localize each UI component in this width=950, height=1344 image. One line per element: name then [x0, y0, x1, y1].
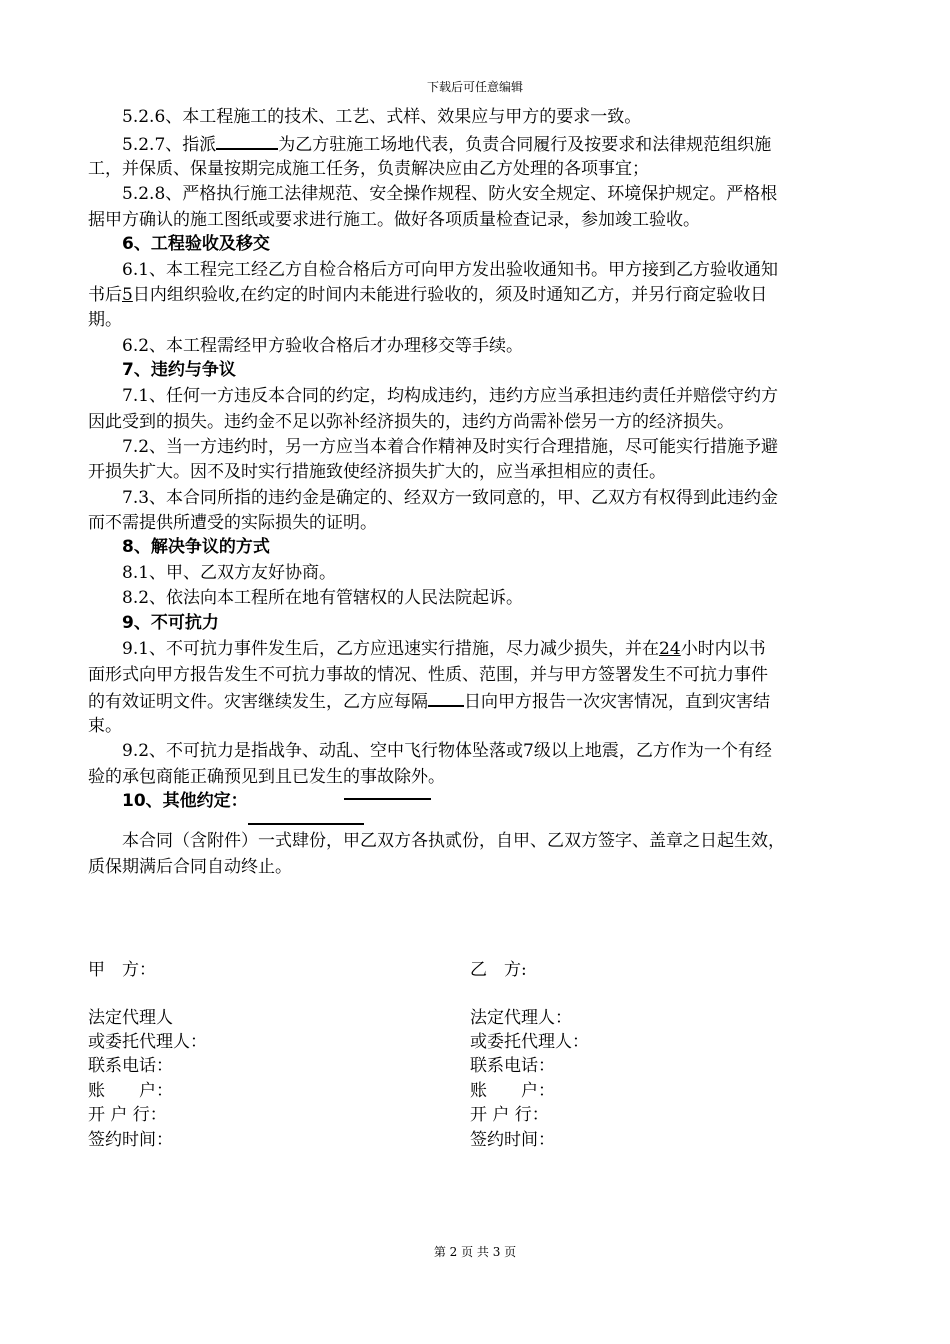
- party-b-phone: 联系电话：: [470, 1056, 555, 1076]
- acceptance-days-value: 5: [122, 285, 133, 305]
- party-a-legal-representative: 法定代理人: [88, 1008, 173, 1028]
- party-a-authorized-agent: 或委托代理人：: [88, 1032, 207, 1052]
- clause-6-2: 6.2、本工程需经甲方验收合格后才办理移交等手续。: [122, 336, 524, 356]
- party-a-bank: 开 户 行：: [88, 1105, 167, 1125]
- party-a-label: 甲 方：: [88, 960, 156, 980]
- closing-clause: 本合同（含附件）一式肆份，甲乙双方各执贰份，自甲、乙双方签字、盖章之日起生效，: [122, 831, 785, 851]
- clause-5-2-7-cont: 工，并保质、保量按期完成施工任务，负责解决应由乙方处理的各项事宜；: [88, 159, 649, 179]
- party-a-sign-date: 签约时间：: [88, 1130, 173, 1150]
- party-b-bank: 开 户 行：: [470, 1105, 549, 1125]
- page-footer: 第 2 页 共 3 页: [433, 1245, 517, 1259]
- section-heading-6: 6、工程验收及移交: [122, 234, 270, 254]
- clause-7-2: 7.2、当一方违约时，另一方应当本着合作精神及时实行合理措施，尽可能实行措施予避: [122, 437, 779, 457]
- party-b-label: 乙 方:: [470, 960, 527, 980]
- clause-text: 日向甲方报告一次灾害情况，直到灾害结: [464, 692, 770, 712]
- clause-7-3-cont: 而不需提供所遭受的实际损失的证明。: [88, 513, 377, 533]
- other-terms-blank: [344, 798, 431, 800]
- clause-9-2-cont: 验的承包商能正确预见到且已发生的事故除外。: [88, 767, 445, 787]
- report-hours-value: 24: [659, 639, 681, 659]
- clause-7-2-cont: 开损失扩大。因不及时实行措施致使经济损失扩大的，应当承担相应的责任。: [88, 462, 666, 482]
- clause-7-1: 7.1、任何一方违反本合同的约定，均构成违约，违约方应当承担违约责任并赔偿守约方: [122, 386, 779, 406]
- closing-clause-cont: 质保期满后合同自动终止。: [88, 857, 292, 877]
- party-a-phone: 联系电话：: [88, 1056, 173, 1076]
- clause-text: 5.2.7、指派: [122, 135, 217, 155]
- clause-6-1-cont: [88, 283, 868, 308]
- clause-text: 9.1、不可抗力事件发生后，乙方应迅速实行措施，尽力减少损失，并在: [122, 639, 660, 659]
- clause-7-3: 7.3、本合同所指的违约金是确定的、经双方一致同意的，甲、乙双方有权得到此违约金: [122, 488, 779, 508]
- clause-text: 书后: [88, 285, 122, 305]
- section-heading-10: 10、其他约定：: [122, 791, 248, 811]
- clause-9-1: [122, 637, 868, 662]
- section-heading-8: 8、解决争议的方式: [122, 537, 270, 557]
- clause-text: 日内组织验收,在约定的时间内未能进行验收的，须及时通知乙方，并另行商定验收日: [132, 285, 768, 305]
- clause-9-1-cont: 面形式向甲方报告发生不可抗力事故的情况、性质、范围，并与甲方签署发生不可抗力事件: [88, 665, 768, 685]
- party-a-account: 账 户：: [88, 1081, 173, 1101]
- clause-5-2-8: 5.2.8、严格执行施工法律规范、安全操作规程、防火安全规定、环境保护规定。严格根: [122, 184, 778, 204]
- clause-9-1-cont2: [88, 688, 868, 715]
- section-heading-7: 7、违约与争议: [122, 360, 236, 380]
- party-b-account: 账 户：: [470, 1081, 555, 1101]
- clause-7-1-cont: 因此受到的损失。违约金不足以弥补经济损失的，违约方尚需补偿另一方的经济损失。: [88, 412, 734, 432]
- clause-9-1-end: 束。: [88, 716, 122, 736]
- clause-text: 为乙方驻施工场地代表，负责合同履行及按要求和法律规范组织施: [278, 135, 772, 155]
- clause-6-1-end: 期。: [88, 310, 122, 330]
- clause-8-2: 8.2、依法向本工程所在地有管辖权的人民法院起诉。: [122, 588, 524, 608]
- clause-9-2: 9.2、不可抗力是指战争、动乱、空中飞行物体坠落或7级以上地震，乙方作为一个有经: [122, 741, 772, 761]
- party-b-authorized-agent: 或委托代理人：: [470, 1032, 589, 1052]
- other-terms-blank-2: [248, 823, 364, 825]
- clause-text: 小时内以书: [680, 639, 766, 659]
- clause-5-2-8-cont: 据甲方确认的施工图纸或要求进行施工。做好各项质量检查记录，参加竣工验收。: [88, 210, 700, 230]
- clause-8-1: 8.1、甲、乙双方友好协商。: [122, 563, 337, 583]
- clause-5-2-7: [122, 131, 868, 158]
- representative-blank: [216, 131, 278, 150]
- clause-text: 的有效证明文件。灾害继续发生，乙方应每隔: [88, 692, 428, 712]
- party-b-legal-representative: 法定代理人：: [470, 1008, 572, 1028]
- report-interval-blank: [428, 688, 464, 707]
- page-header: 下载后可任意编辑: [426, 80, 523, 94]
- clause-5-2-6: 5.2.6、本工程施工的技术、工艺、式样、效果应与甲方的要求一致。: [122, 107, 642, 127]
- party-b-sign-date: 签约时间：: [470, 1130, 555, 1150]
- clause-6-1: 6.1、本工程完工经乙方自检合格后方可向甲方发出验收通知书。甲方接到乙方验收通知: [122, 260, 779, 280]
- section-heading-9: 9、不可抗力: [122, 613, 219, 633]
